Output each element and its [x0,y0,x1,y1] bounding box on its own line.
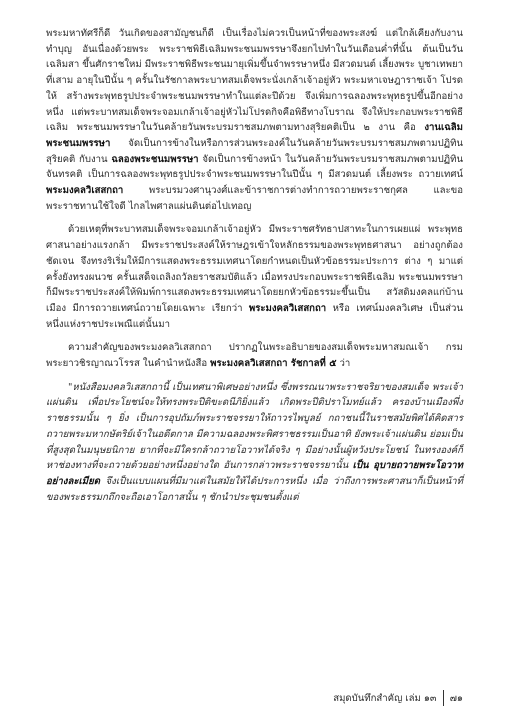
body-text: ด้วยเหตุที่พระบาทสมเด็จพระจอมเกล้าเจ้าอยู่หัว มีพระราชศรัทธาปสาทะในการเผยแผ่ พระพุทธศาสนาอย่างแรงกล้า มีพระราชประสงค์ให้ราษฎรเข้าใจหลักธรรมของพระพุทธศาสนา อย่างถูกต้องชัดเจน จึงทรงริเริ่มให้มีการแสดงพระธรรมเทศนาโดยกำหนดเป็นหัวข้อธรรมะประการ ต่าง ๆ มาแต่ครั้งยังทรงผนวช ครั้นเสด็จเถลิงถวัลยราชสมบัติแล้ว เมื่อทรงประกอบพระราชพิธีเฉลิม พระชนมพรรษา ก็มีพระราชประสงค์ให้พิมพ์การแสดงพระธรรมเทศนาโดยยกหัวข้อธรรมะขึ้นเป็น สวัสดิมงคลแก่บ้านเมือง มีการถวายเทศน์ถวายโดยเฉพาะ เรียกว่า [46,224,463,314]
footer-divider [443,690,444,706]
body-text: พระมหาทัศรีก็ดี วันเกิดของสามัญชนก็ดี เป็นเรื่องไม่ควรเป็นหน้าที่ของพระสงฆ์ แต่ใกล้เคียงกับงานทำบุญ อันเนื่องด้วยพระ พระราชพิธีเฉลิมพระชนมพรรษาจึงยกไปทำในวันเดือนค่ำที่นั้น ต้นเป็นวันเฉลิมสา ขึ้นศักราชใหม่ มีพระราชพิธีพระชนมายุเพิ่มขึ้นจำพรรษาหนึ่ง มีสวดมนต์ เลี้ยงพระ บูชาเทพยาที่เสาม อายุในปีนั้น ๆ ครั้นในรัชกาลพระบาทสมเด็จพระนั่งเกล้าเจ้าอยู่หัว พระมหาเจษฎาราชเจ้า โปรดให้ สร้างพระพุทธรูปประจำพระชนมพรรษาทำในแต่ละปีด้วย จึงเพิ่มการฉลองพระพุทธรูปขึ้นอีกอย่างหนึ่ง แต่พระบาทสมเด็จพระจอมเกล้าเจ้าอยู่หัวไม่โปรดกิจคือพิธีทางโบราณ จึงให้ประกอบพระราชพิธีเฉลิม พระชนมพรรษาในวันคล้ายวันพระบรมราชสมภพตามทางสุริยคติเป็น ๒ งาน คือ [46,28,464,134]
paragraph-3 [46,340,463,371]
document-body [46,26,463,505]
emphasis-text: พระมงคลวิเสสกถา [46,185,124,197]
emphasis-text: พระมงคลวิเสสกถา [248,302,327,314]
body-text: จึงเป็นแบบแผนที่มีมาแต่ในสมัยให้ได้ประการหนึ่ง เมื่อ ว่าถึงการพระศาสนาก็เป็นหน้าที่ของพระธรรมกถึกจะถือเอาโอกาสนั้น ๆ ชักนำประชุมชนตั้งแต่ [46,475,463,503]
body-text: ว่า [336,358,351,370]
paragraph-1 [46,26,463,214]
emphasis-text: งานเฉลิมพระชนมพรรษา [46,122,463,149]
body-text: จัดเป็นการข้างหน้า ในวันคล้ายวันพระบรมราชสมภพตามปฏิทินจันทรคติ เป็นการฉลองพระพุทธรูปประจำพระชนมพรรษาในปีนั้น ๆ มีสวดมนต์ เลี้ยงพระ ถวายเทศน์ [46,153,464,181]
paragraph-4 [46,380,463,506]
page-footer [333,690,463,706]
emphasis-text: พระมงคลวิเสสกถา รัชกาลที่ ๕ [210,358,337,370]
body-text: จัดเป็นการข้างในหรือการส่วนพระองค์ในวันคล้ายวันพระบรมราชสมภพตามปฏิทินสุริยคติ กับงาน [46,137,463,165]
page-number: ๗๑ [449,692,463,704]
paragraph-2 [46,222,463,332]
footer-title: สมุดบันทึกสำคัญ เล่ม ๑๓ [333,692,437,704]
emphasis-text: เป็น อุบายถวายพระโอวาทอย่างละเมียด [46,460,463,487]
body-text: พระบรมวงศานุวงศ์และข้าราชการต่างทำการถวายพระราชกุศล และขอพระราชทานใช้ใจดี ไกลไพศาลแผ่นดินต่อไปเทอญ [46,185,463,212]
body-text: ความสำคัญของพระมงคลวิเสสกถา ปรากฏในพระอธิบายของสมเด็จพระมหาสมณเจ้า กรม พระยาวชิรญาณวโรรส ในคำนำหนังสือ [46,342,463,370]
body-text: "หนังสือมงคลวิเสสกถานี้ เป็นเทศนาพิเศษอย่างหนึ่ง ซึ่งพรรณนาพระราชจริยาของสมเด็จ พระเจ้าแผ่นดิน เพื่อประโยชน์จะให้ทรงพระปีติขะดนีภิยิ่งแล้ว เกิดพระปีติปราโมทย์แล้ว ครองบ้านเมืองพึ่ง ราชธรรมนั้น ๆ ยิ่ง เป็นการอุปถัมภ์พระราชจรรยาให้ถาวรไพบูลย์ กถาชนนี้ในราชสมัยพิศได้คิดสาร ถวายพระมหากษัตริย์เจ้าในอดีตกาล มีความฉลองพระพิศราชธรรมเป็นอาทิ ยังพระเจ้าแผ่นดิน ย่อมเป็นที่สูงสุดในมนุษยนิกาย ยากที่จะมีใครกล้าถวายโอวาทได้จริง ๆ มีอย่างนั้นผู้หวังประโยชน์ ในทรงองค์ก็หาช่องทางที่จะถวายด้วยอย่างหนึ่งอย่างใด อันการกล่าวพระราชจรรยานั้น [46,381,463,472]
emphasis-text: ฉลองพระชนมพรรษา [111,153,199,165]
body-text: หรือ เทศน์มงคลวิเศษ เป็นส่วน หนึ่งแห่งราชประเพณีแต่นั้นมา [46,302,463,330]
